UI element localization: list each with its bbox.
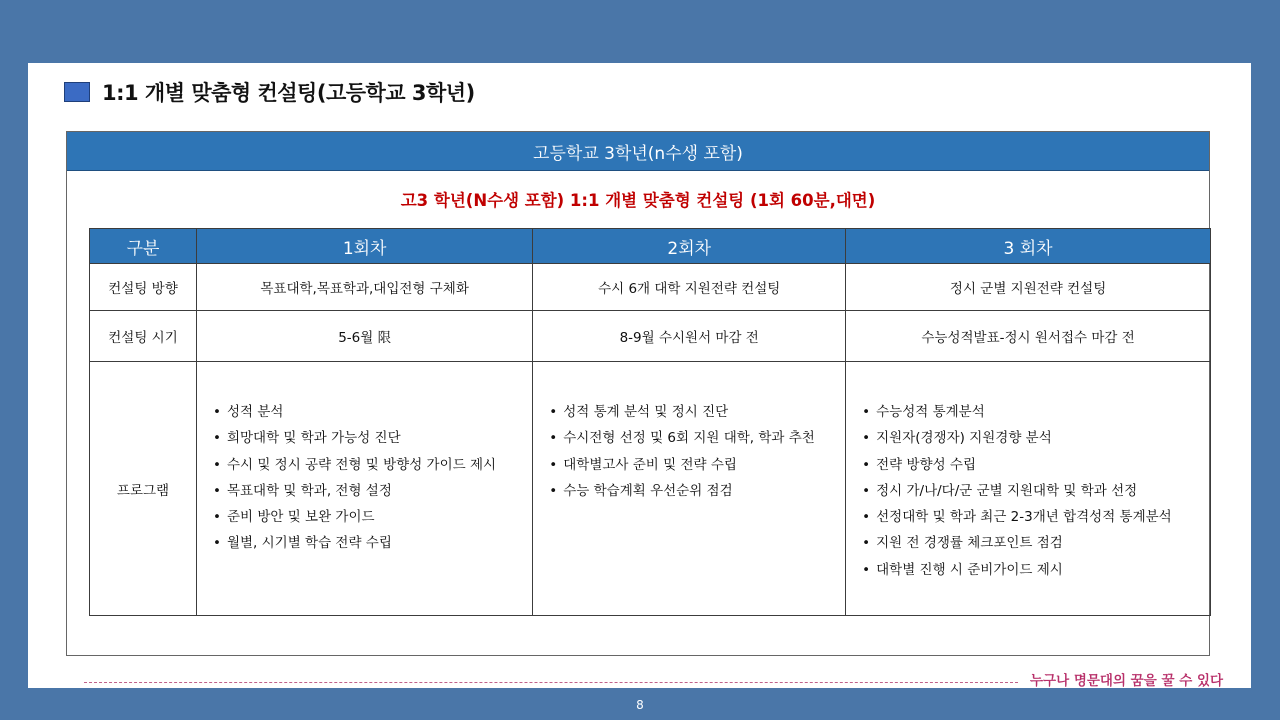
direction-session-2: 수시 6개 대학 지원전략 컨설팅 — [533, 264, 846, 311]
program-session-3 — [846, 362, 1211, 616]
footer-divider — [84, 682, 1018, 683]
list-item: • 정시 가/나/다/군 군별 지원대학 및 학과 선정 — [862, 478, 1210, 504]
consulting-table — [89, 228, 1211, 616]
list-item: • 성적 통계 분석 및 정시 진단 — [549, 399, 845, 425]
list-item: • 전략 방향성 수립 — [862, 452, 1210, 478]
consulting-box — [66, 131, 1210, 656]
list-item: • 목표대학 및 학과, 전형 설정 — [213, 478, 532, 504]
slide — [28, 63, 1251, 688]
list-item: • 수능 학습계획 우선순위 점검 — [549, 478, 845, 504]
list-item: • 월별, 시기별 학습 전략 수립 — [213, 530, 532, 556]
list-item: • 대학별 진행 시 준비가이드 제시 — [862, 557, 1210, 583]
table-header-row — [90, 229, 1211, 264]
list-item: • 대학별고사 준비 및 전략 수립 — [549, 452, 845, 478]
header-category: 구분 — [90, 229, 197, 264]
list-item: • 지원자(경쟁자) 지원경향 분석 — [862, 425, 1210, 451]
direction-session-1: 목표대학,목표학과,대입전형 구체화 — [197, 264, 533, 311]
row-label-program: 프로그램 — [90, 362, 197, 616]
page-title: 1:1 개별 맞춤형 컨설팅(고등학교 3학년) — [102, 81, 475, 105]
timing-session-1: 5-6월 限 — [197, 311, 533, 362]
list-item: • 수시전형 선정 및 6회 지원 대학, 학과 추천 — [549, 425, 845, 451]
list-item: • 준비 방안 및 보완 가이드 — [213, 504, 532, 530]
square-bullet-icon — [64, 82, 90, 102]
program-session-1 — [197, 362, 533, 616]
timing-session-3: 수능성적발표-정시 원서접수 마감 전 — [846, 311, 1211, 362]
row-label-direction: 컨설팅 방향 — [90, 264, 197, 311]
header-session-1: 1회차 — [197, 229, 533, 264]
header-session-2: 2회차 — [533, 229, 846, 264]
list-item: • 수시 및 정시 공략 전형 및 방향성 가이드 제시 — [213, 452, 532, 478]
row-label-timing: 컨설팅 시기 — [90, 311, 197, 362]
list-item: • 수능성적 통계분석 — [862, 399, 1210, 425]
box-header: 고등학교 3학년(n수생 포함) — [67, 132, 1209, 171]
header-session-3: 3 회차 — [846, 229, 1211, 264]
footer-slogan: 누구나 명문대의 꿈을 꿀 수 있다 — [1030, 673, 1224, 689]
page-number: 8 — [636, 698, 644, 712]
list-item: • 성적 분석 — [213, 399, 532, 425]
table-row-program — [90, 362, 1211, 616]
list-item: • 선정대학 및 학과 최근 2-3개년 합격성적 통계분석 — [862, 504, 1210, 530]
direction-session-3: 정시 군별 지원전략 컨설팅 — [846, 264, 1211, 311]
title-bar — [64, 77, 475, 107]
table-row-timing — [90, 311, 1211, 362]
timing-session-2: 8-9월 수시원서 마감 전 — [533, 311, 846, 362]
table-row-direction — [90, 264, 1211, 311]
program-session-2 — [533, 362, 846, 616]
list-item: • 지원 전 경쟁률 체크포인트 점검 — [862, 530, 1210, 556]
list-item: • 희망대학 및 학과 가능성 진단 — [213, 425, 532, 451]
consulting-subtitle: 고3 학년(N수생 포함) 1:1 개별 맞춤형 컨설팅 (1회 60분,대면) — [400, 191, 876, 210]
